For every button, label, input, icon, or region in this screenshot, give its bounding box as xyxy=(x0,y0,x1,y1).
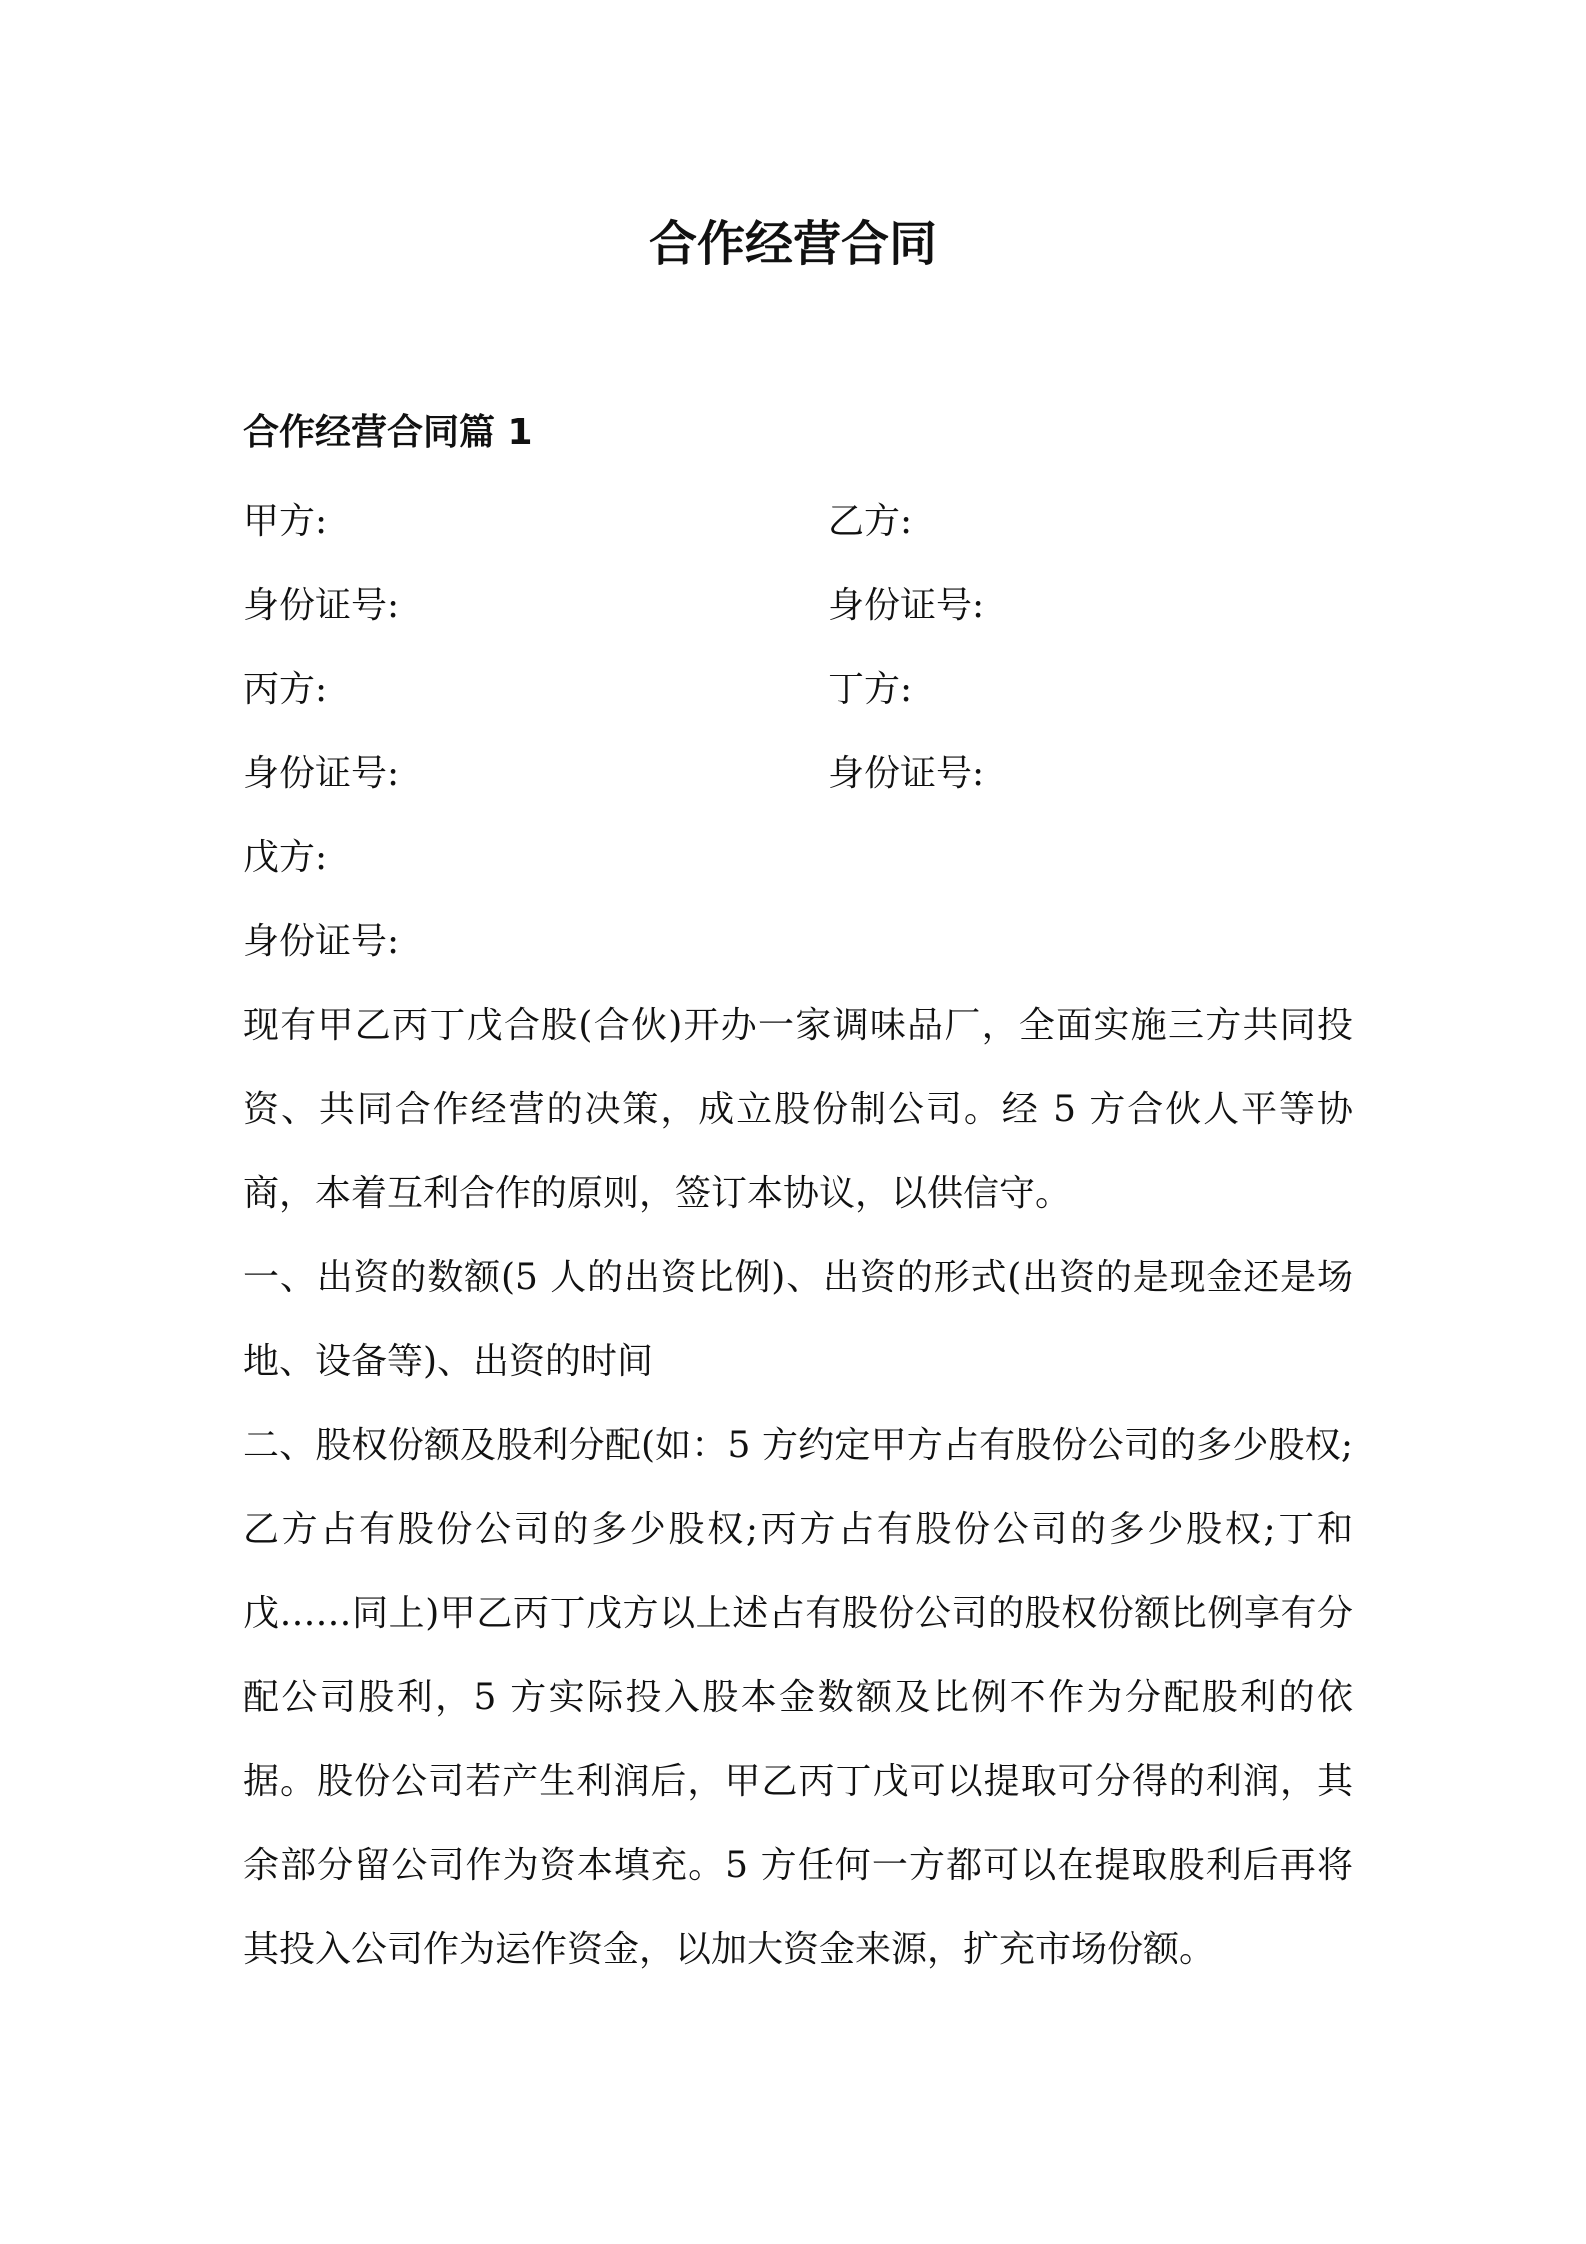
document-title: 合作经营合同 xyxy=(648,216,937,272)
party-bing-label: 丙方: xyxy=(243,669,328,710)
party-yi-id-label: 身份证号: xyxy=(828,585,985,626)
party-jia-id-label: 身份证号: xyxy=(243,585,400,626)
party-bing-id-label: 身份证号: xyxy=(243,753,400,794)
paragraph-clause-1: 一、出资的数额(5 人的出资比例)、出资的形式(出资的是现金还是场地、设备等)、出资的时间 xyxy=(243,1257,1353,1382)
paragraph-clause-2: 二、股权份额及股利分配(如：5 方约定甲方占有股份公司的多少股权;乙方占有股份公司的多少股权;丙方占有股份公司的多少股权;丁和戊……同上)甲乙丙丁戊方以上述占有股份公司的股权份额比例享有分配公司股利，5 方实际投入股本金数额及比例不作为分配股利的依据。股份公司若产生利润后，甲乙丙丁戊可以提取可分得的利润，其余部分留公司作为资本填充。5 方任何一方都可以在提取股利后再将其投入公司作为运作资金，以加大资金来源，扩充市场份额。 xyxy=(243,1425,1353,1970)
party-ding-id-label: 身份证号: xyxy=(828,753,985,794)
party-jia-label: 甲方: xyxy=(243,501,328,542)
party-yi-label: 乙方: xyxy=(828,501,913,542)
party-wu-id-label: 身份证号: xyxy=(243,921,400,962)
party-wu-label: 戊方: xyxy=(243,837,328,878)
party-ding-label: 丁方: xyxy=(828,669,913,710)
section-heading: 合作经营合同篇 1 xyxy=(243,412,533,453)
paragraph-preamble: 现有甲乙丙丁戊合股(合伙)开办一家调味品厂，全面实施三方共同投资、共同合作经营的决策，成立股份制公司。经 5 方合伙人平等协商，本着互利合作的原则，签订本协议，以供信守。 xyxy=(243,1005,1353,1214)
